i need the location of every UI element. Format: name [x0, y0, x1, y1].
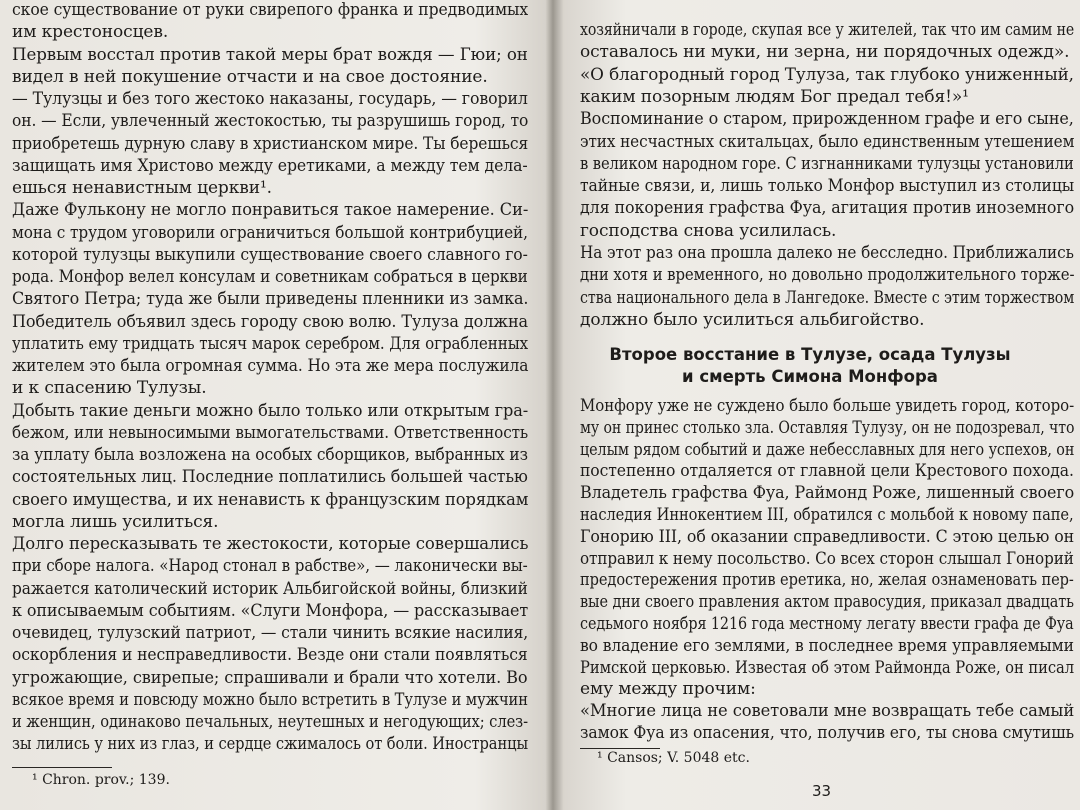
text-line: предостережения против еретика, но, желая ознаменовать пер- — [580, 570, 1074, 591]
section-heading-line-2: и смерть Симона Монфора — [682, 367, 938, 386]
text-line: и к спасению Тулузы. — [12, 378, 207, 399]
text-line: постепенно отдаляется от главной цели Крестового похода. — [580, 461, 1074, 482]
text-line: мона с трудом уговорили ограничиться большой контрибуцией, — [12, 222, 528, 243]
text-line: рода. Монфор велел консулам и советникам собраться в церкви — [12, 267, 528, 287]
text-line: замок Фуа из опасения, что, получив его, ты снова смутишь — [580, 723, 1075, 743]
text-line: тайные связи, и, лишь только Монфор выступил из столицы — [580, 176, 1075, 197]
text-line: должно было усилиться альбигойство. — [580, 309, 925, 330]
text-line: Добыть такие деньги можно было только или открытым гра- — [12, 400, 529, 421]
text-line: защищать имя Христово между еретиками, а между тем дела- — [12, 155, 528, 176]
text-line: при сборе налога. «Народ стонал в рабстве», — лаконически вы- — [12, 556, 528, 577]
text-line: ства национального дела в Лангедоке. Вместе с этим торжеством — [580, 287, 1075, 308]
text-line: Воспоминание о старом, прирожденном графе и его сыне, — [580, 109, 1074, 130]
text-line: «Многие лица не советовали мне возвращать тебе самый — [580, 701, 1075, 722]
text-line: жителем это была огромная сумма. Но эта же мера послужила — [12, 356, 529, 376]
text-line: зы лились у них из глаз, и сердце сжималось от боли. Иностранцы — [12, 734, 529, 755]
footnote-rule — [12, 767, 112, 768]
text-line: бежом, или невыносимыми вымогательствами. Ответственность — [12, 422, 529, 443]
text-line: Победитель объявил здесь городу свою волю. Тулуза должна — [12, 311, 529, 332]
text-line: к описываемым событиям. «Слуги Монфора, — рассказывает — [12, 600, 529, 621]
text-line: ражается католический историк Альбигойской войны, близкий — [12, 578, 528, 599]
text-line: отправил к нему посольство. Со всех сторон слышал Гонорий — [580, 548, 1074, 569]
text-line: наследия Иннокентием III, обратился с мольбой к новому папе, — [580, 505, 1074, 525]
footnote-right: ¹ Cansos; V. 5048 etc. — [597, 750, 750, 766]
text-line: Римской церковью. Известая об этом Раймонда Роже, он писал — [580, 657, 1075, 678]
text-line: вые дни своего правления актом правосудия, приказал двадцать — [580, 592, 1074, 613]
text-line: во владение его землями, в последнее время управляемыми — [580, 635, 1074, 656]
text-line: На этот раз она прошла далеко не бесследно. Приближались — [580, 243, 1074, 263]
text-line: Даже Фулькону не могло понравиться такое намерение. Си- — [12, 200, 529, 221]
text-line: за уплату была возложена на особых сборщиков, выбранных из — [12, 445, 528, 465]
text-line: уплатить ему тридцать тысяч марок серебром. Для ограбленных — [12, 333, 529, 354]
text-line: седьмого ноября 1216 года местному легату ввести графа де Фуа — [580, 614, 1074, 634]
text-line: Монфору уже не суждено было больше увидеть город, которо- — [580, 396, 1075, 416]
text-line: он. — Если, увлеченный жестокостью, ты разрушишь город, то — [12, 111, 529, 132]
text-line: Долго пересказывать те жестокости, которые совершались — [12, 534, 529, 554]
text-line: ему между прочим: — [580, 679, 756, 700]
text-line: целым рядом событий и даже небесславных для него успехов, он — [580, 439, 1075, 460]
text-line: которой тулузцы выкупили существование своего славного го- — [12, 244, 528, 265]
text-line: хозяйничали в городе, скупая все у жителей, так что им самим не — [580, 20, 1075, 40]
footnote-left: ¹ Chron. prov.; 139. — [32, 772, 170, 788]
text-line: му он принес столько зла. Оставляя Тулузу, он не подозревал, что — [580, 417, 1075, 438]
text-line: Святого Петра; туда же были приведены пленники из замка. — [12, 289, 529, 310]
text-line: дни хотя и временного, но довольно продолжительного торже- — [580, 265, 1075, 286]
text-line: угрожающие, свирепые; спрашивали и брали что хотели. Во — [12, 667, 528, 688]
text-line: и женщин, одинаково печальных, неутешных и негодующих; слез- — [12, 712, 528, 732]
section-heading-line-1: Второе восстание в Тулузе, осада Тулузы — [609, 345, 1011, 364]
text-line: — Тулузцы и без того жестоко наказаны, государь, — говорил — [12, 89, 528, 109]
text-line: Гонорию III, об оказании справедливости. С этою целью он — [580, 526, 1075, 547]
text-line: этих несчастных скитальцах, было единственным утешением — [580, 131, 1075, 152]
text-line: ское существование от руки свирепого франка и предводимых — [12, 0, 529, 20]
text-line: состоятельных лиц. Последние поплатились большей частью — [12, 467, 528, 488]
text-line: могла лишь усилиться. — [12, 511, 219, 532]
text-line: господства снова усилилась. — [580, 220, 837, 241]
text-line: всякое время и повсюду можно было встретить в Тулузе и мужчин — [12, 689, 528, 710]
text-line: им крестоносцев. — [12, 22, 169, 43]
page-number: 33 — [812, 782, 832, 800]
text-line: видел в ней покушение отчасти и на свое достояние. — [12, 66, 488, 87]
text-line: очевидец, тулузский патриот, — стали чинить всякие насилия, — [12, 623, 529, 643]
text-line: своего имущества, и их ненависть к французским порядкам — [12, 489, 529, 510]
footnote-rule — [580, 748, 660, 749]
text-line: Первым восстал против такой меры брат вождя — Гюи; он — [12, 44, 528, 65]
text-line: оставалось ни муки, ни зерна, ни порядочных одежд». — [580, 42, 1070, 63]
text-line: «О благородный город Тулуза, так глубоко униженный, — [580, 64, 1074, 85]
text-line: оскорбления и несправедливости. Везде они стали появляться — [12, 645, 528, 666]
right-page — [562, 0, 1080, 810]
text-line: в великом народном горе. С изгнанниками тулузцы установили — [580, 153, 1074, 174]
text-line: для покорения графства Фуа, агитация против иноземного — [580, 198, 1075, 219]
text-line: Владетель графства Фуа, Раймонд Роже, лишенный своего — [580, 483, 1075, 504]
text-line: каким позорным людям Бог предал тебя!»¹ — [580, 86, 969, 107]
text-line: приобретешь дурную славу в христианском мире. Ты берешься — [12, 133, 529, 154]
text-line: ешься ненавистным церкви¹. — [12, 178, 272, 198]
